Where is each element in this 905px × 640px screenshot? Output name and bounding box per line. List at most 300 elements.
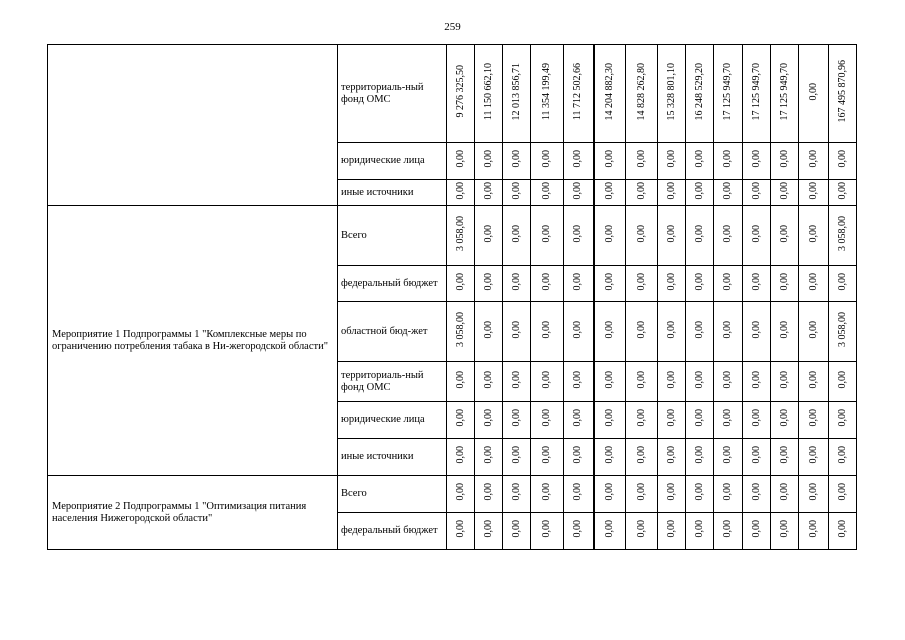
value-text: 0,00	[482, 446, 494, 464]
value-text: 9 276 325,50	[454, 65, 466, 118]
value-cell	[799, 266, 829, 302]
value-text: 0,00	[665, 409, 677, 427]
value-cell	[686, 439, 714, 476]
value-cell	[658, 180, 686, 206]
value-text: 0,00	[665, 150, 677, 168]
value-text: 0,00	[778, 181, 790, 200]
value-cell	[475, 266, 503, 302]
value-cell	[475, 206, 503, 266]
activity-name-cell	[48, 45, 338, 206]
funding-source-cell: иные источники	[338, 439, 447, 476]
value-text: 0,00	[722, 224, 733, 243]
value-cell	[714, 143, 743, 180]
value-text: 0,00	[454, 272, 466, 291]
value-text: 0,00	[750, 520, 762, 538]
value-text: 0,00	[541, 181, 552, 200]
value-text: 0,00	[807, 320, 819, 339]
value-text: 0,00	[635, 483, 647, 501]
value-cell	[594, 513, 626, 550]
value-text: 0,00	[482, 150, 494, 168]
value-cell	[531, 45, 564, 143]
value-text: 0,00	[635, 370, 647, 389]
value-text: 15 328 801,10	[665, 62, 677, 121]
value-text: 0,00	[807, 370, 819, 389]
value-cell	[594, 143, 626, 180]
value-text: 0,00	[572, 370, 584, 389]
value-text: 0,00	[482, 520, 494, 538]
value-text: 0,00	[510, 409, 522, 427]
value-cell	[564, 206, 594, 266]
value-text: 0,00	[750, 181, 762, 200]
value-cell	[743, 266, 771, 302]
value-cell	[564, 180, 594, 206]
value-cell	[743, 45, 771, 143]
value-cell	[447, 45, 475, 143]
value-text: 0,00	[603, 370, 615, 389]
value-text: 0,00	[572, 320, 584, 339]
value-cell	[503, 266, 531, 302]
value-text: 0,00	[665, 224, 677, 243]
value-text: 0,00	[541, 520, 552, 538]
value-cell	[771, 439, 799, 476]
value-text: 0,00	[836, 409, 848, 427]
value-text: 0,00	[693, 320, 705, 339]
funding-source-cell: иные источники	[338, 180, 447, 206]
value-text: 0,00	[722, 272, 733, 291]
value-cell	[594, 362, 626, 402]
value-cell	[475, 302, 503, 362]
value-text: 0,00	[541, 150, 552, 168]
value-cell	[743, 180, 771, 206]
value-text: 0,00	[750, 409, 762, 427]
value-text: 0,00	[836, 272, 848, 291]
value-cell	[503, 206, 531, 266]
value-cell	[658, 302, 686, 362]
value-text: 0,00	[603, 181, 615, 200]
value-cell	[658, 476, 686, 513]
value-text: 0,00	[635, 224, 647, 243]
value-cell	[531, 302, 564, 362]
value-cell	[829, 45, 857, 143]
funding-source-cell: федеральный бюджет	[338, 266, 447, 302]
value-cell	[771, 513, 799, 550]
value-cell	[626, 302, 658, 362]
value-cell	[626, 266, 658, 302]
value-text: 0,00	[454, 150, 466, 168]
value-text: 0,00	[510, 150, 522, 168]
value-cell	[771, 302, 799, 362]
value-text: 0,00	[665, 320, 677, 339]
value-cell	[626, 143, 658, 180]
value-text: 0,00	[541, 320, 552, 339]
value-text: 0,00	[750, 446, 762, 464]
value-text: 167 495 870,96	[836, 60, 848, 123]
value-cell	[658, 206, 686, 266]
value-cell	[531, 402, 564, 439]
value-cell	[531, 513, 564, 550]
value-text: 0,00	[807, 181, 819, 200]
value-cell	[686, 180, 714, 206]
value-cell	[714, 476, 743, 513]
value-text: 0,00	[693, 409, 705, 427]
value-cell	[626, 180, 658, 206]
value-text: 0,00	[750, 370, 762, 389]
value-text: 0,00	[665, 446, 677, 464]
value-text: 0,00	[807, 150, 819, 168]
value-cell	[743, 362, 771, 402]
value-text: 0,00	[635, 272, 647, 291]
value-text: 0,00	[510, 446, 522, 464]
value-cell	[503, 476, 531, 513]
value-text: 0,00	[572, 409, 584, 427]
value-cell	[686, 206, 714, 266]
activity-name-cell: Мероприятие 1 Подпрограммы 1 "Комплексные меры по ограничению потребления табака в Ни-жегородской области"	[48, 206, 338, 476]
value-text: 0,00	[572, 520, 584, 538]
value-cell	[658, 143, 686, 180]
value-text: 0,00	[807, 224, 819, 243]
value-text: 0,00	[693, 181, 705, 200]
value-cell	[829, 402, 857, 439]
value-cell	[686, 302, 714, 362]
value-text: 16 248 529,20	[693, 62, 705, 121]
value-cell	[447, 180, 475, 206]
value-text: 0,00	[510, 224, 522, 243]
value-cell	[771, 402, 799, 439]
value-cell	[626, 206, 658, 266]
value-cell	[743, 402, 771, 439]
value-text: 0,00	[722, 370, 733, 389]
value-cell	[531, 439, 564, 476]
value-text: 0,00	[722, 181, 733, 200]
value-text: 0,00	[510, 520, 522, 538]
value-text: 0,00	[541, 272, 552, 291]
value-cell	[594, 402, 626, 439]
value-text: 0,00	[603, 150, 615, 168]
value-text: 0,00	[778, 520, 790, 538]
value-cell	[771, 45, 799, 143]
value-text: 0,00	[836, 446, 848, 464]
value-text: 0,00	[665, 483, 677, 501]
value-text: 0,00	[693, 520, 705, 538]
value-cell	[686, 45, 714, 143]
value-text: 0,00	[603, 483, 615, 501]
value-cell	[799, 513, 829, 550]
value-text: 17 125 949,70	[722, 62, 733, 121]
funding-source-cell: Всего	[338, 476, 447, 513]
value-cell	[564, 513, 594, 550]
value-cell	[564, 45, 594, 143]
value-text: 0,00	[722, 520, 733, 538]
table-row	[48, 45, 857, 143]
value-cell	[564, 402, 594, 439]
value-text: 0,00	[541, 483, 552, 501]
value-text: 0,00	[693, 150, 705, 168]
value-text: 0,00	[722, 150, 733, 168]
value-text: 0,00	[778, 150, 790, 168]
value-cell	[447, 476, 475, 513]
value-text: 0,00	[635, 320, 647, 339]
value-cell	[447, 402, 475, 439]
value-text: 0,00	[693, 370, 705, 389]
value-text: 0,00	[635, 446, 647, 464]
value-text: 0,00	[778, 224, 790, 243]
funding-source-cell: юридические лица	[338, 402, 447, 439]
value-text: 3 058,00	[836, 312, 848, 347]
value-text: 0,00	[750, 150, 762, 168]
value-cell	[714, 362, 743, 402]
value-cell	[475, 362, 503, 402]
funding-source-cell: Всего	[338, 206, 447, 266]
value-text: 0,00	[572, 181, 584, 200]
value-cell	[564, 362, 594, 402]
value-text: 0,00	[722, 446, 733, 464]
value-text: 0,00	[482, 181, 494, 200]
value-text: 0,00	[454, 181, 466, 200]
value-text: 11 712 502,66	[572, 62, 584, 121]
value-text: 0,00	[635, 150, 647, 168]
value-text: 17 125 949,70	[778, 62, 790, 121]
value-cell	[594, 45, 626, 143]
value-cell	[475, 143, 503, 180]
value-text: 0,00	[750, 483, 762, 501]
value-text: 0,00	[778, 409, 790, 427]
value-cell	[594, 266, 626, 302]
value-cell	[829, 513, 857, 550]
value-cell	[475, 45, 503, 143]
value-text: 0,00	[807, 409, 819, 427]
value-cell	[829, 180, 857, 206]
value-cell	[531, 266, 564, 302]
value-cell	[743, 439, 771, 476]
value-text: 0,00	[603, 409, 615, 427]
value-text: 12 013 856,71	[510, 62, 522, 121]
value-text: 0,00	[572, 272, 584, 291]
value-text: 0,00	[603, 446, 615, 464]
value-text: 3 058,00	[836, 216, 848, 251]
value-text: 0,00	[836, 181, 848, 200]
table-row	[48, 476, 857, 513]
value-cell	[686, 362, 714, 402]
value-text: 14 204 882,30	[603, 62, 615, 121]
value-cell	[714, 513, 743, 550]
value-cell	[799, 45, 829, 143]
value-text: 0,00	[807, 446, 819, 464]
value-cell	[714, 439, 743, 476]
value-cell	[447, 362, 475, 402]
value-cell	[686, 266, 714, 302]
value-cell	[447, 266, 475, 302]
value-cell	[658, 439, 686, 476]
value-cell	[531, 206, 564, 266]
value-text: 0,00	[572, 483, 584, 501]
value-text: 0,00	[482, 483, 494, 501]
value-cell	[658, 45, 686, 143]
value-text: 0,00	[454, 409, 466, 427]
value-text: 0,00	[665, 520, 677, 538]
value-text: 0,00	[693, 272, 705, 291]
value-text: 0,00	[482, 272, 494, 291]
value-cell	[447, 143, 475, 180]
value-cell	[829, 476, 857, 513]
value-text: 0,00	[836, 483, 848, 501]
value-text: 0,00	[454, 370, 466, 389]
value-text: 0,00	[603, 520, 615, 538]
value-text: 0,00	[510, 370, 522, 389]
value-cell	[829, 362, 857, 402]
value-text: 0,00	[836, 370, 848, 389]
value-text: 0,00	[693, 224, 705, 243]
value-text: 0,00	[572, 446, 584, 464]
value-text: 0,00	[603, 224, 615, 243]
value-cell	[686, 402, 714, 439]
value-cell	[447, 439, 475, 476]
value-text: 0,00	[510, 483, 522, 501]
value-cell	[503, 180, 531, 206]
funding-source-cell: юридические лица	[338, 143, 447, 180]
value-cell	[531, 476, 564, 513]
value-cell	[564, 439, 594, 476]
value-text: 0,00	[541, 409, 552, 427]
value-text: 0,00	[722, 409, 733, 427]
value-cell	[743, 476, 771, 513]
value-cell	[594, 206, 626, 266]
value-cell	[658, 513, 686, 550]
value-cell	[447, 302, 475, 362]
value-cell	[503, 302, 531, 362]
value-text: 0,00	[665, 272, 677, 291]
value-cell	[829, 206, 857, 266]
value-cell	[714, 180, 743, 206]
value-text: 0,00	[836, 520, 848, 538]
value-cell	[503, 362, 531, 402]
value-cell	[658, 362, 686, 402]
value-cell	[771, 180, 799, 206]
activity-name-cell: Мероприятие 2 Подпрограммы 1 "Оптимизация питания населения Нижегородской области"	[48, 476, 338, 550]
value-cell	[714, 206, 743, 266]
value-cell	[626, 439, 658, 476]
value-cell	[503, 45, 531, 143]
value-cell	[743, 513, 771, 550]
value-cell	[475, 513, 503, 550]
value-text: 0,00	[635, 520, 647, 538]
value-text: 0,00	[603, 320, 615, 339]
value-cell	[743, 143, 771, 180]
budget-table	[47, 44, 857, 550]
value-cell	[799, 302, 829, 362]
value-text: 0,00	[572, 150, 584, 168]
value-cell	[799, 439, 829, 476]
value-cell	[799, 402, 829, 439]
value-cell	[447, 206, 475, 266]
value-cell	[714, 266, 743, 302]
value-text: 0,00	[635, 409, 647, 427]
value-cell	[626, 476, 658, 513]
value-text: 0,00	[750, 272, 762, 291]
value-text: 0,00	[482, 409, 494, 427]
value-cell	[799, 476, 829, 513]
value-cell	[686, 513, 714, 550]
value-cell	[503, 513, 531, 550]
value-cell	[771, 206, 799, 266]
value-text: 0,00	[454, 483, 466, 501]
funding-source-cell: территориаль-ный фонд ОМС	[338, 45, 447, 143]
value-text: 0,00	[836, 150, 848, 168]
funding-source-cell: федеральный бюджет	[338, 513, 447, 550]
value-cell	[799, 180, 829, 206]
table-row	[48, 206, 857, 266]
value-text: 3 058,00	[454, 216, 466, 251]
value-cell	[686, 476, 714, 513]
value-cell	[626, 402, 658, 439]
value-text: 0,00	[482, 320, 494, 339]
value-text: 0,00	[665, 181, 677, 200]
value-text: 0,00	[778, 370, 790, 389]
value-cell	[564, 302, 594, 362]
value-cell	[743, 206, 771, 266]
value-text: 0,00	[722, 483, 733, 501]
value-cell	[531, 143, 564, 180]
value-cell	[447, 513, 475, 550]
value-cell	[771, 362, 799, 402]
value-text: 0,00	[572, 224, 584, 243]
value-cell	[564, 266, 594, 302]
value-text: 0,00	[693, 483, 705, 501]
value-text: 0,00	[482, 224, 494, 243]
value-text: 3 058,00	[454, 312, 466, 347]
value-cell	[626, 362, 658, 402]
value-text: 0,00	[750, 224, 762, 243]
value-text: 14 828 262,80	[635, 62, 647, 121]
value-cell	[799, 362, 829, 402]
value-cell	[531, 362, 564, 402]
value-cell	[829, 266, 857, 302]
value-cell	[714, 45, 743, 143]
value-text: 0,00	[603, 272, 615, 291]
value-text: 0,00	[807, 82, 819, 101]
value-text: 0,00	[541, 446, 552, 464]
funding-source-cell: областной бюд-жет	[338, 302, 447, 362]
value-text: 0,00	[778, 272, 790, 291]
value-cell	[503, 439, 531, 476]
value-text: 0,00	[778, 483, 790, 501]
value-cell	[594, 180, 626, 206]
value-text: 0,00	[778, 446, 790, 464]
value-text: 11 354 199,49	[541, 62, 552, 121]
value-cell	[658, 266, 686, 302]
value-cell	[829, 302, 857, 362]
value-cell	[743, 302, 771, 362]
value-text: 0,00	[807, 520, 819, 538]
value-text: 0,00	[482, 370, 494, 389]
value-text: 0,00	[722, 320, 733, 339]
value-cell	[594, 476, 626, 513]
value-text: 0,00	[541, 224, 552, 243]
value-cell	[799, 206, 829, 266]
page-number: 259	[444, 21, 461, 33]
value-text: 0,00	[510, 181, 522, 200]
value-cell	[626, 45, 658, 143]
value-cell	[475, 476, 503, 513]
value-cell	[475, 180, 503, 206]
value-cell	[829, 439, 857, 476]
value-cell	[658, 402, 686, 439]
value-text: 0,00	[541, 370, 552, 389]
value-cell	[686, 143, 714, 180]
value-cell	[771, 143, 799, 180]
value-cell	[771, 476, 799, 513]
value-text: 0,00	[635, 181, 647, 200]
value-cell	[475, 402, 503, 439]
